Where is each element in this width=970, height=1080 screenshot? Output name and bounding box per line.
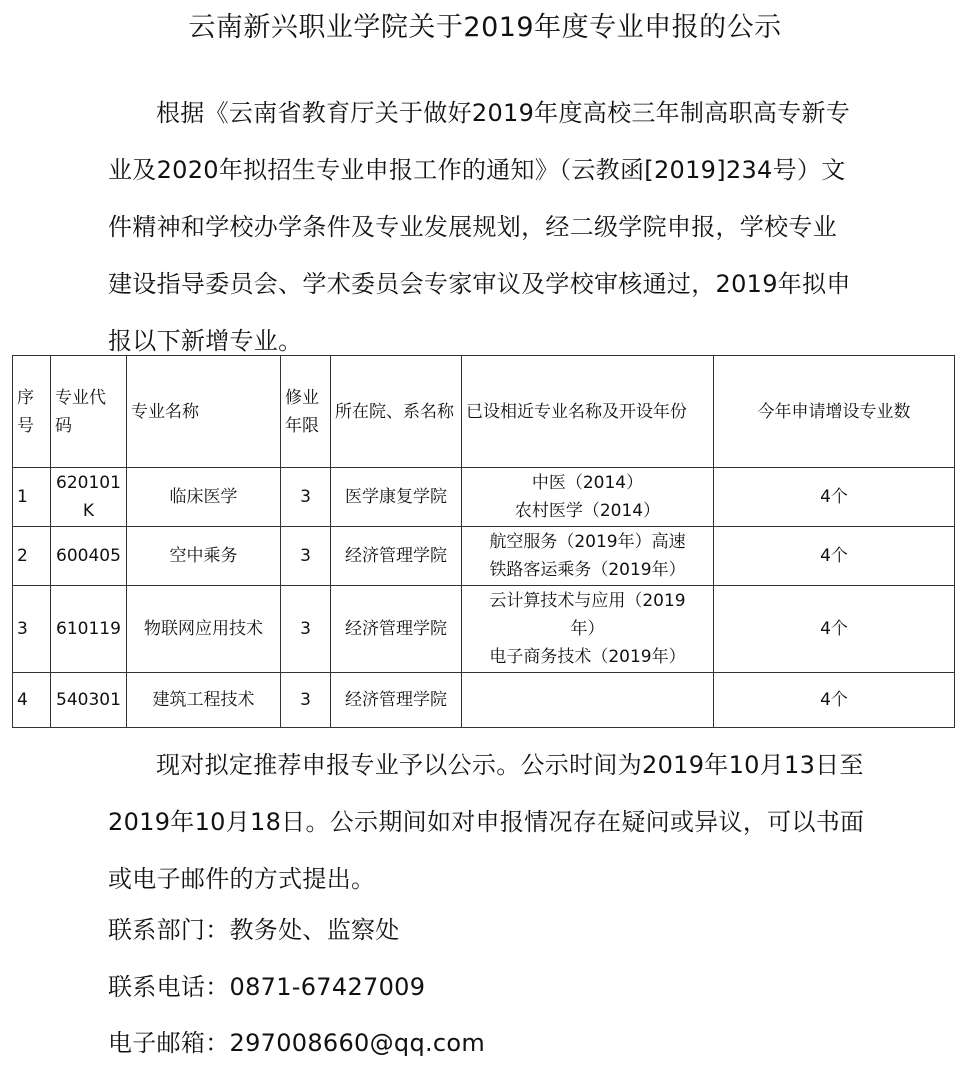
- cell-college: 经济管理学院: [331, 586, 462, 673]
- cell-years: 3: [281, 468, 331, 527]
- intro-paragraph: [108, 85, 868, 370]
- related-line: 电子商务技术（2019年）: [489, 647, 686, 667]
- cell-code: 600405: [51, 527, 127, 586]
- header-code: 专业代码: [51, 356, 127, 468]
- contact-phone: 联系电话：0871-67427009: [108, 973, 426, 1001]
- notice-line: 现对拟定推荐申报专业予以公示。公示时间为2019年10月13日至: [156, 751, 864, 779]
- table-header-row: [13, 356, 955, 468]
- header-count: 今年申请增设专业数: [714, 356, 955, 468]
- table-row: [13, 468, 955, 527]
- cell-count: 4个: [714, 673, 955, 728]
- cell-count: 4个: [714, 586, 955, 673]
- cell-years: 3: [281, 673, 331, 728]
- cell-code: 540301: [51, 673, 127, 728]
- cell-years: 3: [281, 527, 331, 586]
- related-line: 年）: [570, 619, 605, 639]
- header-name: 专业名称: [127, 356, 281, 468]
- cell-related: [462, 673, 714, 728]
- contact-email: 电子邮箱：297008660@qq.com: [108, 1029, 486, 1057]
- related-line: 中医（2014）: [531, 473, 644, 493]
- cell-college: 经济管理学院: [331, 527, 462, 586]
- intro-line: 件精神和学校办学条件及专业发展规划，经二级学院申报，学校专业: [108, 213, 837, 241]
- cell-name: 空中乘务: [127, 527, 281, 586]
- cell-seq: 4: [13, 673, 51, 728]
- cell-name: 建筑工程技术: [127, 673, 281, 728]
- related-line: 航空服务（2019年）高速: [489, 532, 686, 552]
- table-row: [13, 586, 955, 673]
- majors-table: [12, 355, 955, 728]
- header-college: 所在院、系名称: [331, 356, 462, 468]
- cell-seq: 1: [13, 468, 51, 527]
- contact-department: 联系部门：教务处、监察处: [108, 916, 400, 944]
- cell-code: 610119: [51, 586, 127, 673]
- related-line: 农村医学（2014）: [514, 501, 661, 521]
- cell-name: 物联网应用技术: [127, 586, 281, 673]
- cell-seq: 2: [13, 527, 51, 586]
- table-row: [13, 673, 955, 728]
- notice-paragraph: [108, 737, 868, 908]
- cell-college: 医学康复学院: [331, 468, 462, 527]
- cell-years: 3: [281, 586, 331, 673]
- header-seq: 序号: [13, 356, 51, 468]
- cell-related: [462, 527, 714, 586]
- intro-line: 建设指导委员会、学术委员会专家审议及学校审核通过，2019年拟申: [108, 270, 851, 298]
- cell-college: 经济管理学院: [331, 673, 462, 728]
- header-years: 修业年限: [281, 356, 331, 468]
- notice-line: 或电子邮件的方式提出。: [108, 865, 376, 893]
- intro-line: 根据《云南省教育厅关于做好2019年度高校三年制高职高专新专: [156, 99, 851, 127]
- header-related: 已设相近专业名称及开设年份: [462, 356, 714, 468]
- cell-name: 临床医学: [127, 468, 281, 527]
- cell-seq: 3: [13, 586, 51, 673]
- intro-line: 报以下新增专业。: [108, 327, 303, 355]
- related-line: 云计算技术与应用（2019: [489, 591, 686, 611]
- cell-code: 620101K: [51, 468, 127, 527]
- cell-related: [462, 468, 714, 527]
- intro-line: 业及2020年拟招生专业申报工作的通知》（云教函[2019]234号）文: [108, 156, 846, 184]
- page-title: 云南新兴职业学院关于2019年度专业申报的公示: [188, 12, 782, 43]
- table-row: [13, 527, 955, 586]
- cell-count: 4个: [714, 527, 955, 586]
- cell-count: 4个: [714, 468, 955, 527]
- cell-related: [462, 586, 714, 673]
- related-line: 铁路客运乘务（2019年）: [489, 560, 686, 580]
- notice-line: 2019年10月18日。公示期间如对申报情况存在疑问或异议，可以书面: [108, 808, 865, 836]
